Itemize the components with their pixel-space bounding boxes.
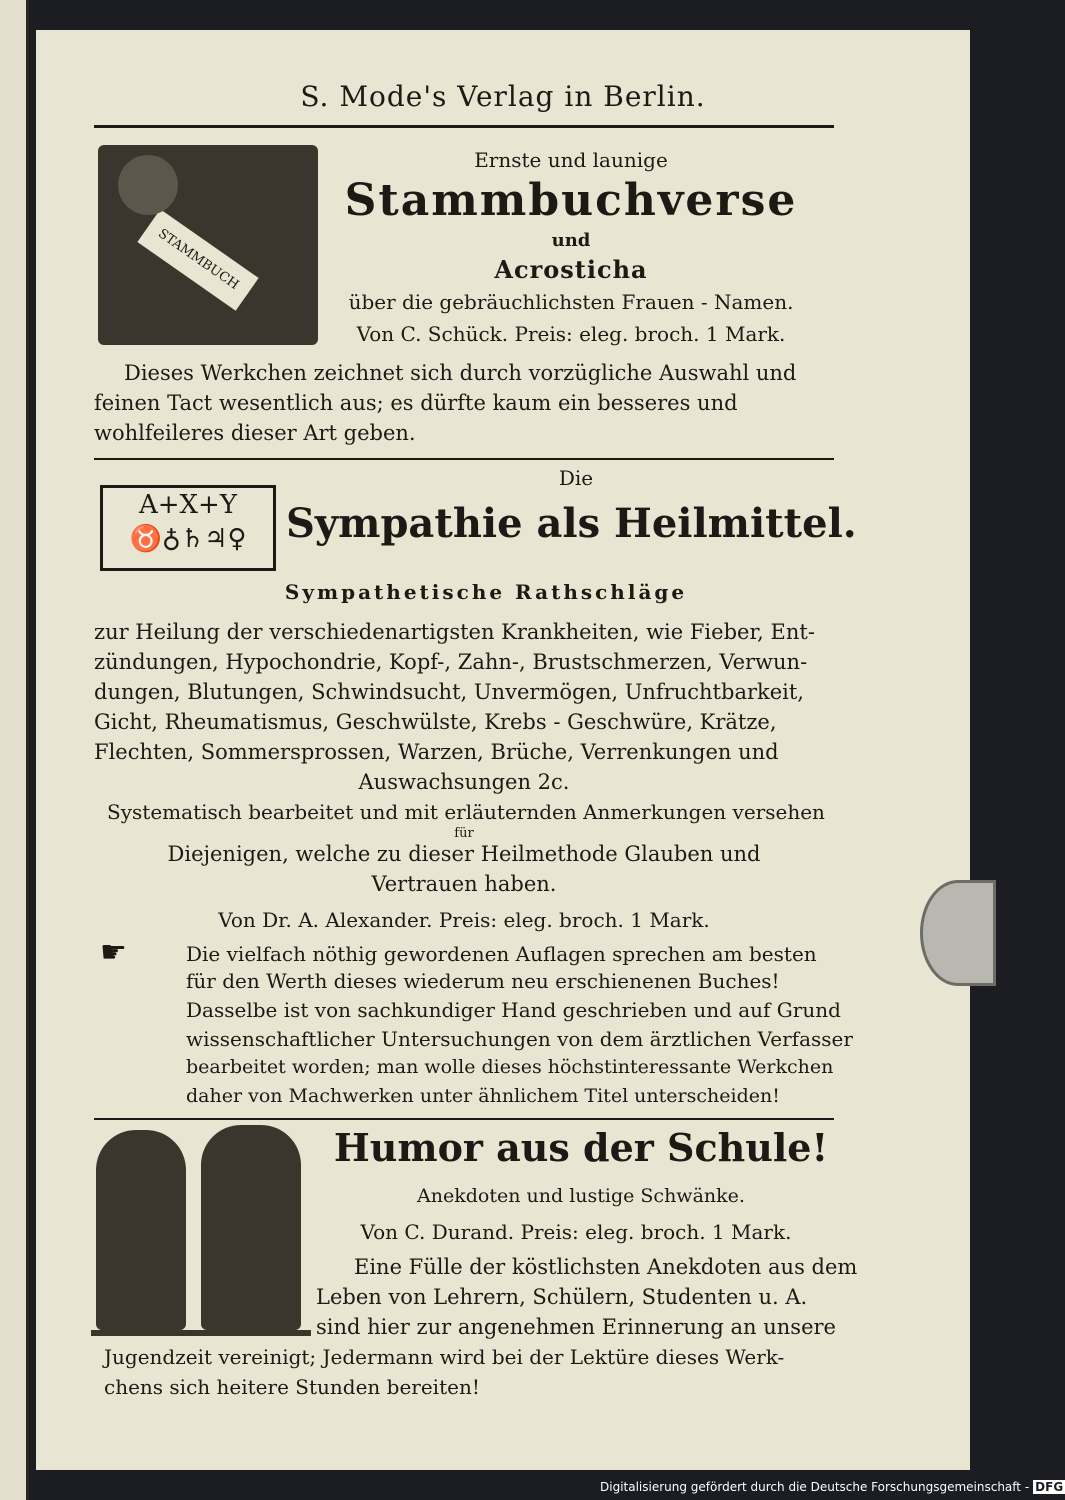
ad3-subtitle: Anekdoten und lustige Schwänke. [417,1185,745,1207]
publisher-header: S. Mode's Verlag in Berlin. [300,80,706,113]
figure-head [118,155,178,215]
ad1-kicker: Ernste und launige [474,148,668,172]
ad2-subtitle: Sympathetische Rathschläge [284,580,688,604]
header-rule [94,125,834,128]
ad2-note-3: Dasselbe ist von sachkundiger Hand geschrieben und auf Grund [186,998,841,1022]
ad3-body-3: sind hier zur angenehmen Erinnerung an unsere [316,1315,836,1339]
ad2-body-4: Gicht, Rheumatismus, Geschwülste, Krebs - Geschwüre, Krätze, [94,710,777,734]
ad2-note-5: bearbeitet worden; man wolle dieses höchstinteressante Werkchen [186,1056,834,1078]
left-page-edge [0,0,29,1500]
ad1-subtitle: Acrosticha [494,255,648,284]
pointing-hand-icon: ☛ [100,935,127,970]
ad2-fuer: für [454,826,474,841]
ad3-title: Humor aus der Schule! [333,1125,829,1170]
ad3-body-1: Eine Fülle der köstlichsten Anekdoten aus dem [354,1255,858,1279]
dfg-logo: DFG [1035,1480,1064,1494]
divider-2 [94,1118,834,1120]
ad2-systematic: Systematisch bearbeitet und mit erläuternden Anmerkungen versehen [107,800,825,824]
ad2-body-2: zündungen, Hypochondrie, Kopf-, Zahn-, Brustschmerzen, Verwun- [94,650,808,674]
schoolboy-figure-left [96,1130,186,1330]
ad1-body-1: Dieses Werkchen zeichnet sich durch vorzügliche Auswahl und [124,361,797,385]
ad1-byline: Von C. Schück. Preis: eleg. broch. 1 Mark. [356,322,786,346]
ad1-line: über die gebräuchlichsten Frauen - Namen. [348,290,794,314]
ad1-body-3: wohlfeileres dieser Art geben. [94,421,416,445]
ad2-note-2: für den Werth dieses wiederum neu erschienenen Buches! [186,969,780,993]
schoolboy-figure-right [201,1125,301,1330]
ad1-body-2: feinen Tact wesentlich aus; es dürfte kaum ein besseres und [94,391,738,415]
ad2-body-3: dungen, Blutungen, Schwindsucht, Unvermögen, Unfruchtbarkeit, [94,680,804,704]
symbols-row-2: ♉♁♄♃♀ [129,524,247,554]
ad3-byline: Von C. Durand. Preis: eleg. broch. 1 Mark. [360,1220,792,1244]
footer-text: Digitalisierung gefördert durch die Deutsche Forschungsgemeinschaft - [600,1480,1030,1494]
dfg-footer [600,1480,1065,1494]
ad2-diejenigen-2: Vertrauen haben. [371,872,557,896]
ad2-title: Sympathie als Heilmittel. [286,500,857,547]
woodcut-ground [91,1330,311,1336]
ad3-body-2: Leben von Lehrern, Schülern, Studenten u. A. [316,1285,808,1309]
symbols-row-1: A+X+Y [138,490,238,520]
book-page [36,30,970,1470]
ad2-body-6: Auswachsungen 2c. [358,770,570,794]
ad2-note-1: Die vielfach nöthig gewordenen Auflagen sprechen am besten [186,942,817,966]
ad2-diejenigen-1: Diejenigen, welche zu dieser Heilmethode Glauben und [167,842,761,866]
ad2-byline: Von Dr. A. Alexander. Preis: eleg. broch. 1 Mark. [218,908,710,932]
ad3-body-5: chens sich heitere Stunden bereiten! [104,1375,480,1399]
divider-1 [94,458,834,460]
stammbuch-book-label: STAMMBUCH [137,209,258,311]
ad3-body-4: Jugendzeit vereinigt; Jedermann wird bei der Lektüre dieses Werk- [104,1345,785,1369]
ad1-und: und [551,230,591,251]
ad2-body-5: Flechten, Sommersprossen, Warzen, Brüche, Verrenkungen und [94,740,779,764]
stammbuch-woodcut [98,145,318,345]
page-tab-marker [920,880,996,986]
ad2-note-6: daher von Machwerken unter ähnlichem Titel unterscheiden! [186,1085,780,1107]
ad2-note-4: wissenschaftlicher Untersuchungen von dem ärztlichen Verfasser [186,1027,853,1051]
ad2-body-1: zur Heilung der verschiedenartigsten Krankheiten, wie Fieber, Ent- [94,620,815,644]
ad2-die: Die [558,466,594,490]
ad1-title: Stammbuchverse [344,175,798,226]
sympathy-symbols-box [100,485,276,571]
